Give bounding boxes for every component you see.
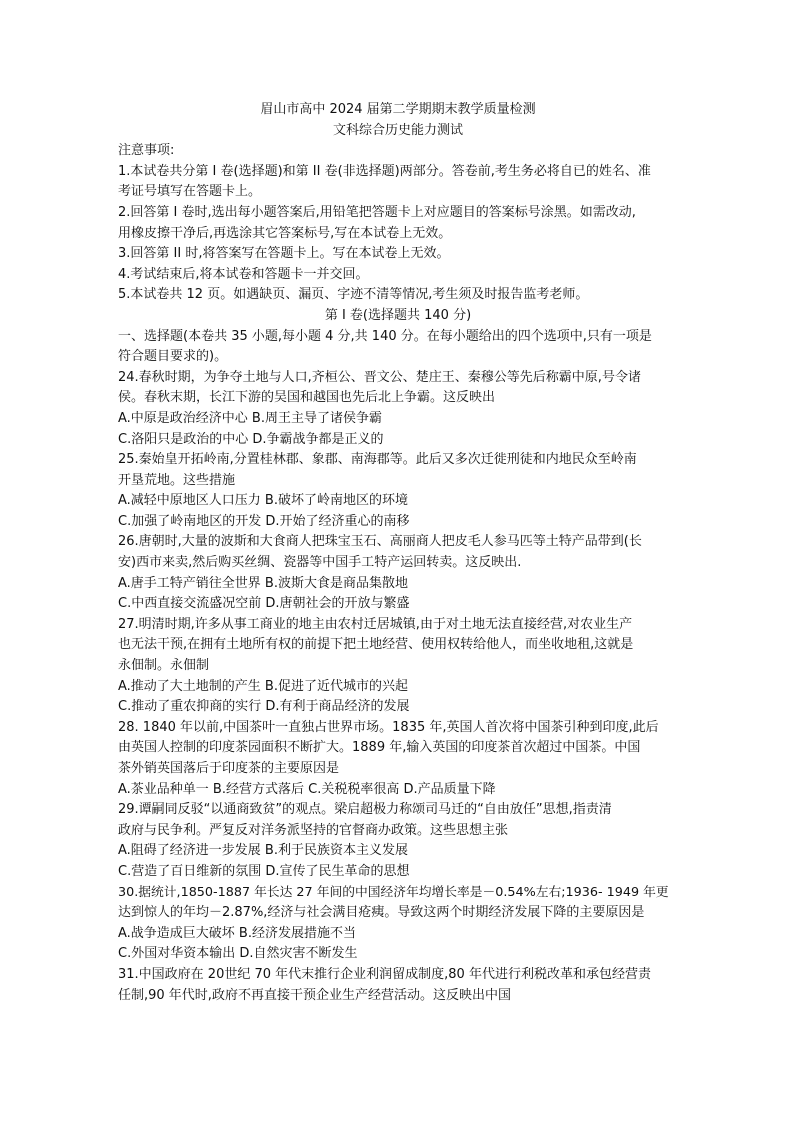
note-line: 4.考试结束后,将本试卷和答题卡一并交回。 (118, 266, 369, 282)
question (118, 965, 678, 1006)
note-item (118, 285, 678, 306)
question-options-line: A.中原是政治经济中心 B.周王主导了诸侯争霸 (118, 410, 382, 426)
question-stem-line: 25.秦始皇开拓岭南,分置桂林郡、象郡、南海郡等。此后又多次迁徙刑徒和内地民众至岭南 (118, 452, 637, 468)
note-line: 1.本试卷共分第 I 卷(选择题)和第 II 卷(非选择题)两部分。答卷前,考生务必将自已的姓名、准 (118, 163, 651, 179)
question-stem-line: 27.明清时期,许多从事工商业的地主由农村迁居城镇,由于对土地无法直接经营,对农业生产 (118, 616, 633, 632)
question-options-line: C.营造了百日维新的氛围 D.宣传了民生革命的思想 (118, 863, 410, 879)
note-item (118, 265, 678, 286)
question-stem-line: 侯。春秋末期，长江下游的吴国和越国也先后北上争霸。这反映出 (118, 390, 496, 406)
note-item (118, 162, 678, 203)
question-options-line: C.洛阳只是政治的中心 D.争霸战争都是正义的 (118, 431, 384, 447)
question-options-line: C.外国对华资本输出 D.自然灾害不断发生 (118, 946, 358, 962)
question-stem-line: 任制,90 年代时,政府不再直接干预企业生产经营活动。这反映出中国 (118, 987, 511, 1003)
question-stem-line: 30.据统计,1850-1887 年长达 27 年间的中国经济年均增长率是－0.54%左右;1936- 1949 年更 (118, 884, 669, 900)
question-stem-line: 达到惊人的年均－2.87%,经济与社会满目疮痍。导致这两个时期经济发展下降的主要原因是 (118, 905, 645, 921)
question (118, 532, 678, 614)
note-line: 5.本试卷共 12 页。如遇缺页、漏页、字迹不清等情况,考生须及时报告监考老师。 (118, 287, 589, 303)
question-stem-line: 由英国人控制的印度茶园面积不断扩大。1889 年,输入英国的印度茶首次超过中国茶。中国 (118, 740, 641, 756)
question (118, 883, 678, 965)
question-stem-line: 安)西市来卖,然后购买丝绸、瓷器等中国手工特产运回转卖。这反映出. (118, 555, 522, 571)
question (118, 718, 678, 800)
question-options-line: A.减轻中原地区人口压力 B.破坏了岭南地区的环境 (118, 493, 408, 509)
question (118, 450, 678, 532)
intro-line: 一、选择题(本卷共 35 小题,每小题 4 分,共 140 分。在每小题给出的四个选项中,只有一项是 (118, 328, 652, 344)
question-list (118, 368, 678, 1006)
question-options-line: A.阻碍了经济进一步发展 B.利于民族资本主义发展 (118, 843, 408, 859)
question-options-line: C.加强了岭南地区的开发 D.开始了经济重心的南移 (118, 513, 410, 529)
question (118, 368, 678, 450)
question (118, 615, 678, 718)
exam-title: 眉山市高中 2024 届第二学期期末教学质量检测 (260, 102, 536, 117)
question-stem-line: 政府与民争利。严复反对洋务派坚持的官督商办政策。这些思想主张 (118, 822, 509, 838)
section-intro (118, 327, 678, 368)
question-options-line: A.推动了大土地制的产生 B.促进了近代城市的兴起 (118, 678, 408, 694)
question-options-line: C.中西直接交流盛况空前 D.唐朝社会的开放与繁盛 (118, 596, 410, 612)
question-options-line: A.茶业品种单一 B.经营方式落后 C.关税税率很高 D.产品质量下降 (118, 781, 496, 797)
question (118, 800, 678, 882)
question-stem-line: 永佃制。永佃制 (118, 658, 210, 674)
question-options-line: A.唐手工特产销往全世界 B.波斯大食是商品集散地 (118, 575, 408, 591)
question-stem-line: 29.谭嗣同反驳“以通商致贫”的观点。梁启超极力称颂司马迁的“自由放任”思想,指责清 (118, 802, 612, 818)
exam-subtitle: 文科综合历史能力测试 (332, 122, 463, 138)
question-stem-line: 28. 1840 年以前,中国茶叶一直独占世界市场。1835 年,英国人首次将中国茶引种到印度,此后 (118, 719, 659, 735)
notes-heading: 注意事项: (118, 143, 175, 159)
note-item (118, 203, 678, 244)
note-line: 2.回答第 I 卷时,选出每小题答案后,用铅笔把答题卡上对应题目的答案标号涂黑。如需改动, (118, 204, 636, 220)
question-stem-line: 开垦荒地。这些措施 (118, 472, 236, 488)
question-stem-line: 31.中国政府在 20世纪 70 年代末推行企业利润留成制度,80 年代进行利税改革和承包经营责 (118, 966, 651, 982)
document-body (118, 100, 678, 1006)
note-item (118, 244, 678, 265)
intro-line: 符合题目要求的)。 (118, 349, 228, 365)
note-line: 3.回答第 II 时,将答案写在答题卡上。写在本试卷上无效。 (118, 246, 450, 262)
section-title: 第 I 卷(选择题共 140 分) (324, 307, 472, 323)
question-stem-line: 也无法干预,在拥有土地所有权的前提下把土地经营、使用权转给他人，而坐收地租,这就是 (118, 637, 634, 653)
notes-list (118, 162, 678, 306)
question-stem-line: 26.唐朝时,大量的波斯和大食商人把珠宝玉石、高丽商人把皮毛人参马匹等土特产品带到(长 (118, 534, 642, 550)
note-line: 考证号填写在答题卡上。 (118, 184, 262, 200)
question-stem-line: 24.春秋时期，为争夺土地与人口,齐桓公、晋文公、楚庄王、秦穆公等先后称霸中原,号令诸 (118, 369, 641, 385)
question-options-line: C.推动了重农抑商的实行 D.有利于商品经济的发展 (118, 699, 410, 715)
question-stem-line: 茶外销英国落后于印度茶的主要原因是 (118, 761, 340, 776)
question-options-line: A.战争造成巨大破坏 B.经济发展措施不当 (118, 925, 356, 941)
note-line: 用橡皮擦干净后,再选涂其它答案标号,写在本试卷上无效。 (118, 225, 452, 241)
